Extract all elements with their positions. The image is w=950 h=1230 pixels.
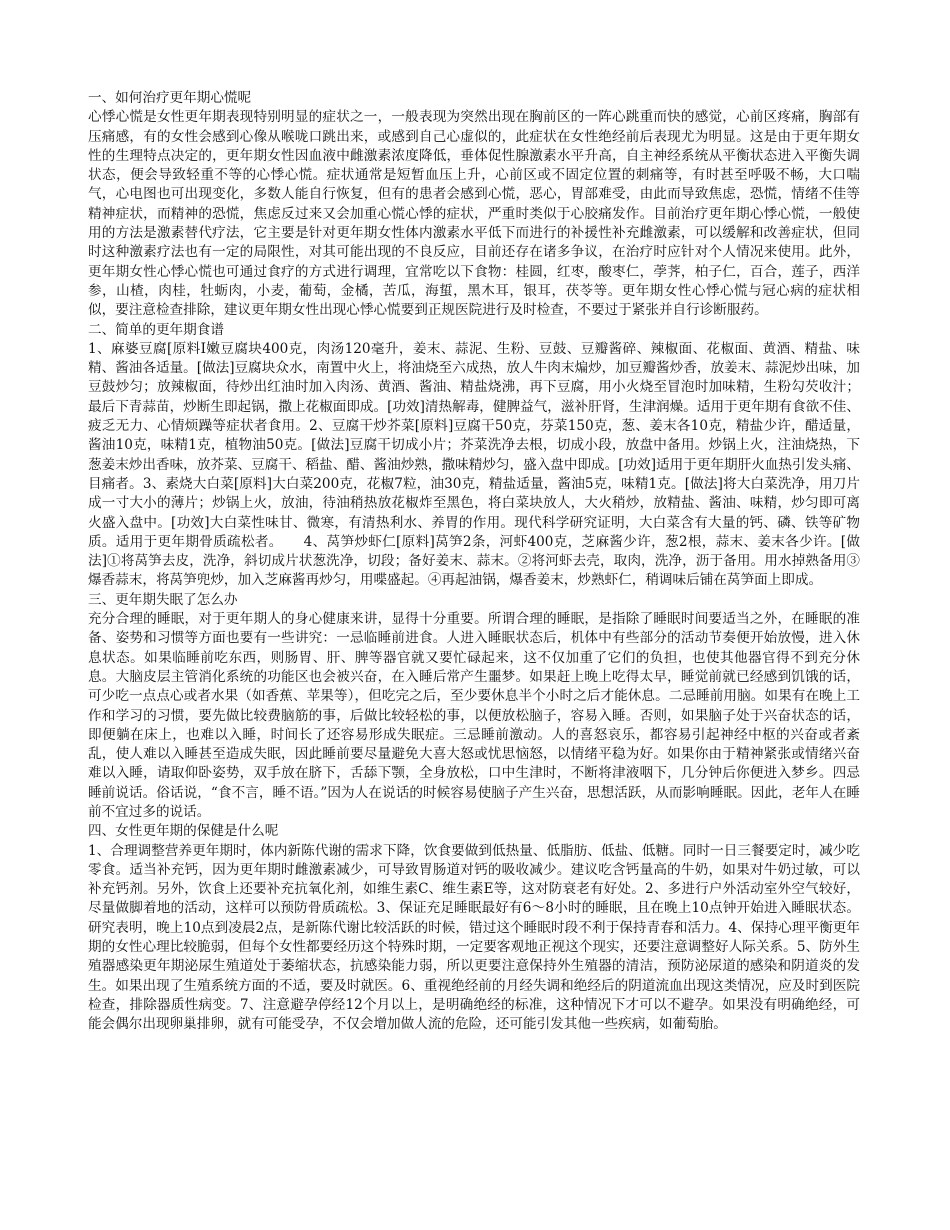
- section-heading-4: 四、女性更年期的保健是什么呢: [88, 823, 279, 840]
- section-body-1: 心悸心慌是女性更年期表现特别明显的症状之一，一般表现为突然出现在胸前区的一阵心跳重而快的感觉，心前区疼痛，胸部有压痛感，有的女性会感到心像从喉咙口跳出来，或感到自己心虚似的，此症状在女性绝经前后表现尤为明显。这是由于更年期女性的生理特点决定的，更年期女性因血液中雌激素浓度降低，垂体促性腺激素水平升高，自主神经系统从平衡状态进入平衡失调状态，便会导致轻重不等的心悸心慌。症状通常是短暂血压上升，心前区或不固定位置的刺痛等，有时甚至呼吸不畅，大口喘气，心电图也可出现变化，多数人能自行恢复，但有的患者会感到心慌，恶心，胃部难受，由此而导致焦虑，恐慌，情绪不佳等精神症状，而精神的恐慌，焦虑反过来又会加重心慌心悸的症状，严重时类似于心胶痛发作。目前治疗更年期心悸心慌，一般使用的方法是激素替代疗法，它主要是针对更年期女性体内激素水平低下而进行的补援性补充雌激素，可以缓解和改善症状，但同时这种激素疗法也有一定的局限性，对其可能出现的不良反应，目前还存在诸多争议，在治疗时应针对个人情况来使用。此外，更年期女性心悸心慌也可通过食疗的方式进行调理，宜常吃以下食物：桂圆，红枣，酸枣仁，荸荠，柏子仁，百合，莲子，西洋参，山楂，肉桂，牡蛎肉，小麦，葡萄，金橘，苦瓜，海蜇，黑木耳，银耳，茯苓等。更年期女性心悸心慌与冠心病的症状相似，要注意检查排除，建议更年期女性出现心悸心慌要到正规医院进行及时检查，不要过于紧张并自行诊断服药。: [88, 109, 860, 319]
- section-heading-2: 二、简单的更年期食谱: [88, 321, 224, 338]
- document-page: [88, 89, 860, 1035]
- section-body-2: 1、麻婆豆腐[原料I嫩豆腐块400克，肉汤120毫升，姜末、蒜泥、生粉、豆鼓、豆瓣酱碎、辣椒面、花椒面、黄酒、精盐、味精、酱油各适量。[做法]豆腐块众水，南置中火上，将油烧至六成热，放人牛肉末煸炒，加豆瓣酱炒香，放姜末、蒜泥炒出味，加豆鼓炒匀；放辣椒面，待炒出红油时加入肉汤、黄酒、酱油、精盐烧沸，再下豆腐，用小火烧至冒泡时加味精，生粉勾芡收汁；最后下青蒜苗，炒断生即起锅，撒上花椒面即成。[功效]清热解毒，健脾益气，滋补肝肾，生津润燥。适用于更年期有食欲不佳、疲乏无力、心情烦躁等症状者食用。2、豆腐干炒芥菜[原料]豆腐干50克，芬菜150克，葱、姜末各10克，精盐少许，醋适量，酱油10克，味精1克，植物油50克。[做法]豆腐干切成小片；芥菜洗净去根，切成小段，放盘中备用。炒锅上火，注油烧热，下葱姜末炒出香味，放芥菜、豆腐干、稻盐、醋、酱油炒熟，撒味精炒匀，盛入盘中即成。[功效]适用于更年期肝火血热引发头痛、目痛者。3、素烧大白菜[原料]大白菜200克，花椒7粒，油30克，精盐适量，酱油5克，味精1克。[做法]将大白菜洗净，用刀片成一寸大小的薄片；炒锅上火，放油，待油稍热放花椒炸至黑色，将白菜块放人，大火稍炒，放精盐、酱油、味精，炒匀即可离火盛入盘中。[功效]大白菜性味甘、微寒，有清热利水、养胃的作用。现代科学研究证明，大白菜含有大量的钙、磷、铁等矿物质。适用于更年期骨质疏松者。 4、莴笋炒虾仁[原料]莴笋2条，河虾400克，芝麻酱少许，葱2根，蒜末、姜末各少许。[做法]①将莴笋去皮，洗净，斜切成片状葱洗净，切段；备好姜末、蒜末。②将河虾去壳，取肉，洗净，沥于备用。用水掉熟备用③爆香蒜末，将莴笋兜炒，加入芝麻酱再炒匀，用喋盛起。④再起油锅，爆香姜末，炒熟虾仁，稍调味后铺在莴笋面上即成。: [88, 340, 860, 589]
- section-heading-3: 三、更年期失眠了怎么办: [88, 591, 238, 608]
- section-body-4: 1、合理调整营养更年期时，体内新陈代谢的需求下降，饮食要做到低热量、低脂肪、低盐、低糖。同时一日三餐要定时，减少吃零食。适当补充钙，因为更年期时雌激素减少，可导致胃肠道对钙的吸收减少。建议吃含钙量高的牛奶，如果对牛奶过敏，可以补充钙剂。另外，饮食上还要补充抗氧化剂，如维生素C、维生素E等，这对防衰老有好处。2、多进行户外活动室外空气较好，尽量做脚着地的活动，这样可以预防骨质疏松。3、保证充足睡眠最好有6～8小时的睡眠，且在晚上10点钟开始进入睡眠状态。研究表明，晚上10点到凌晨2点，是新陈代谢比较活跃的时候，错过这个睡眠时段不利于保持青春和活力。4、保持心理平衡更年期的女性心理比较脆弱，但每个女性都要经历这个特殊时期，一定要客观地正视这个现实，还要注意调整好人际关系。5、防外生殖器感染更年期泌尿生殖道处于萎缩状态，抗感染能力弱，所以更要注意保持外生殖器的清洁，预防泌尿道的感染和阴道炎的发生。如果出现了生殖系统方面的不适，要及时就医。6、重视绝经前的月经失调和绝经后的阴道流血出现这类情况，应及时到医院检查，排除器质性病变。7、注意避孕停经12个月以上，是明确绝经的标准，这种情况下才可以不避孕。如果没有明确绝经，可能会偶尔出现卵巢排卵，就有可能受孕，不仅会增加做人流的危险，还可能引发其他一些疾病，如葡萄胎。: [88, 842, 860, 1033]
- section-heading-1: 一、如何治疗更年期心慌呢: [88, 90, 252, 106]
- section-body-3: 充分合理的睡眠，对于更年期人的身心健康来讲，显得十分重要。所谓合理的睡眠，是指除了睡眠时间要适当之外，在睡眠的准备、姿势和习惯等方面也要有一些讲究：一忌临睡前进食。人进入睡眠状态后，机体中有些部分的活动节奏便开始放慢，进入休息状态。如果临睡前吃东西，则肠胃、肝、脾等器官就又要忙碌起来，这不仅加重了它们的负担，也使其他器官得不到充分休息。大脑皮层主管消化系统的功能区也会被兴奋，在入睡后常产生噩梦。如果赶上晚上吃得太早，睡觉前就已经感到饥饿的话，可少吃一点点心或者水果（如香蕉、苹果等），但吃完之后，至少要休息半个小时之后才能休息。二忌睡前用脑。如果有在晚上工作和学习的习惯，要先做比较费脑筋的事，后做比较轻松的事，以便放松脑子，容易入睡。否则，如果脑子处于兴奋状态的话，即便躺在床上，也难以入睡，时间长了还容易形成失眠症。三忌睡前激动。人的喜怒哀乐，都容易引起神经中枢的兴奋或者紊乱，使人难以入睡甚至造成失眠，因此睡前要尽量避免大喜大怒或忧思恼怒，以情绪平稳为好。如果你由于精神紧张或情绪兴奋难以入睡，请取仰卧姿势，双手放在脐下，舌舔下颚，全身放松，口中生津时，不断将津液咽下，几分钟后你便进入梦乡。四忌睡前说话。俗话说，“食不言，睡不语。”因为人在说话的时候容易使脑子产生兴奋，思想活跃，从而影响睡眠。因此，老年人在睡前不宜过多的说话。: [88, 611, 860, 820]
